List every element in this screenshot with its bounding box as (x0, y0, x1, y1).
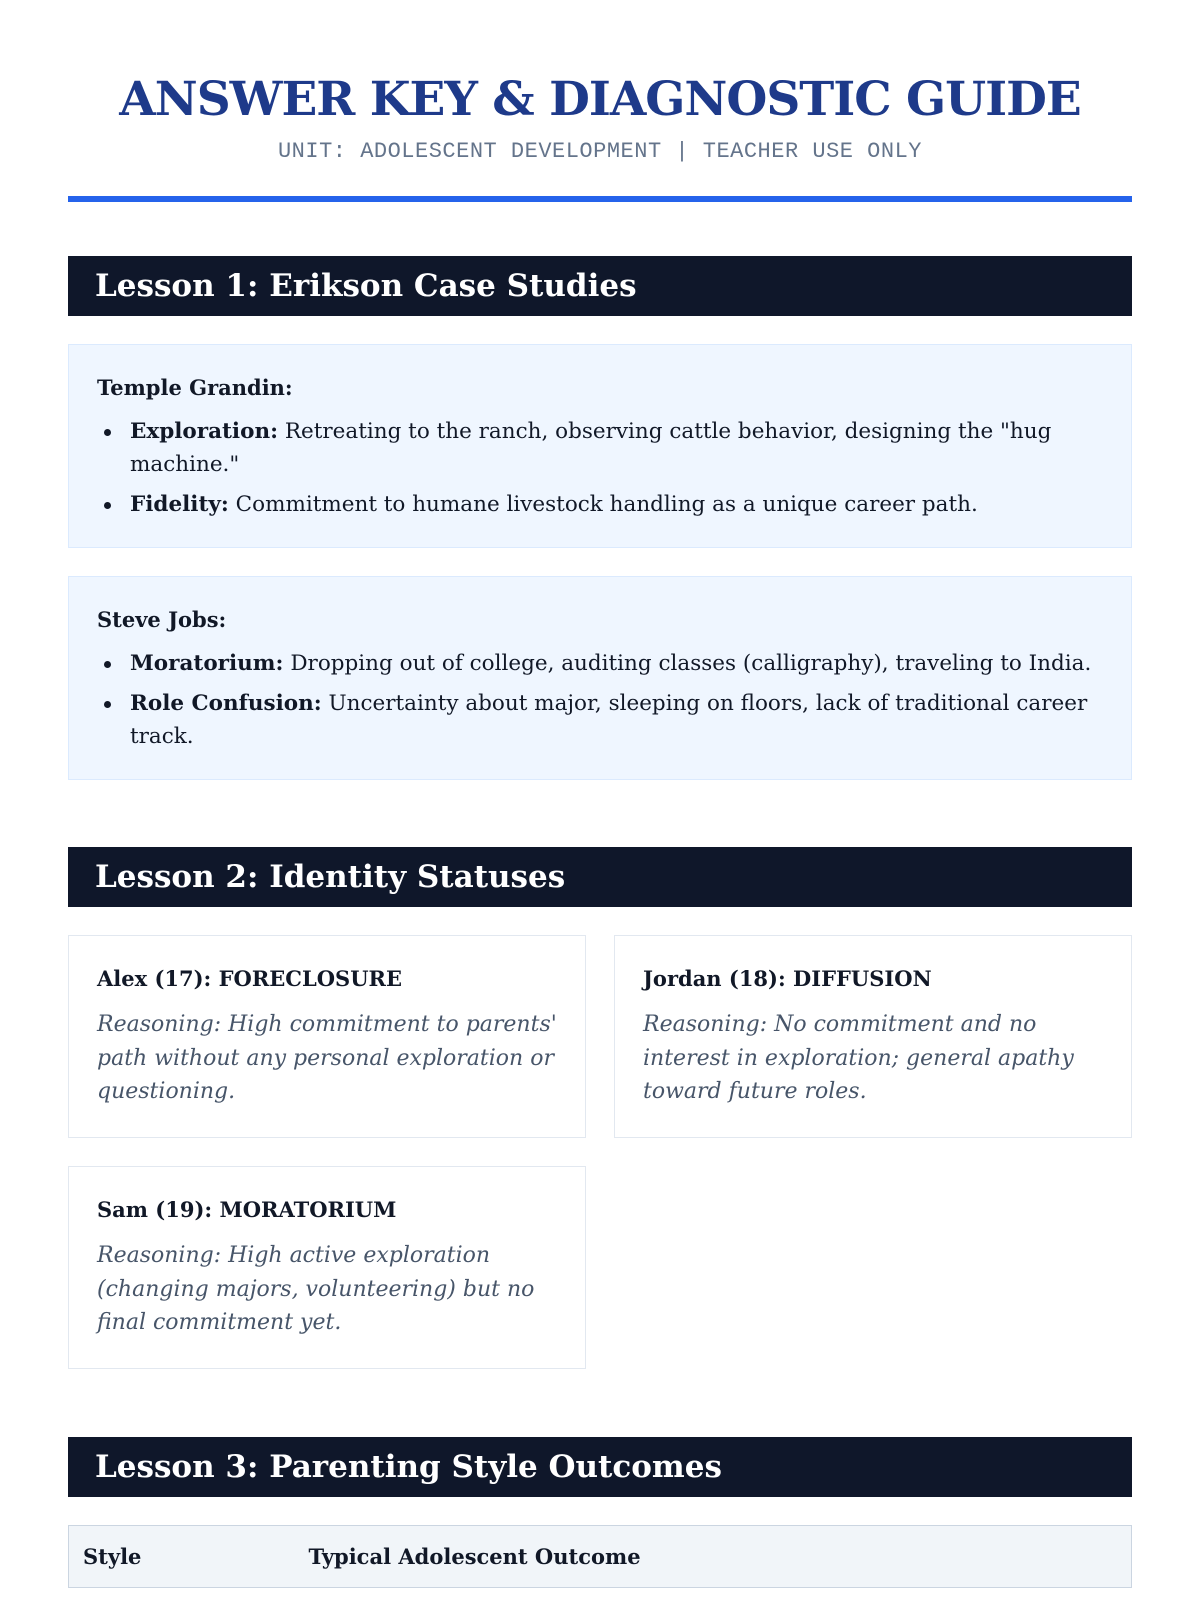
term-description: Dropping out of college, auditing classes (calligraphy), traveling to India. (283, 651, 1092, 676)
status-card-sam (68, 1166, 586, 1369)
document-header (68, 0, 1132, 202)
list-item (97, 488, 1103, 521)
status-card-heading: Jordan (18): DIFFUSION (643, 966, 932, 991)
status-card-heading: Alex (17): FORECLOSURE (97, 966, 402, 991)
document-subtitle: UNIT: ADOLESCENT DEVELOPMENT | TEACHER USE ONLY (277, 139, 922, 164)
identity-status-grid (68, 935, 1132, 1369)
term-description: Retreating to the ranch, observing cattle behavior, designing the "hug machine." (130, 419, 1052, 477)
lesson-2-heading: Lesson 2: Identity Statuses (68, 847, 1132, 907)
status-card-reasoning: Reasoning: High active exploration (changing majors, volunteering) but no final commitment yet. (97, 1243, 535, 1335)
column-header-style: Style (69, 1526, 295, 1588)
case-study-temple-grandin (68, 344, 1132, 548)
document-title: ANSWER KEY & DIAGNOSTIC GUIDE (119, 72, 1081, 127)
term-description: Commitment to humane livestock handling as a unique career path. (228, 492, 978, 517)
status-card-jordan (614, 935, 1132, 1138)
status-card-heading: Sam (19): MORATORIUM (97, 1197, 397, 1222)
list-item (97, 687, 1103, 753)
case-study-points (97, 647, 1103, 753)
term-description: Uncertainty about major, sleeping on floors, lack of traditional career track. (130, 691, 1088, 749)
column-header-outcome: Typical Adolescent Outcome (295, 1526, 1132, 1588)
status-card-alex (68, 935, 586, 1138)
lesson-1-heading: Lesson 1: Erikson Case Studies (68, 256, 1132, 316)
term-label: Fidelity: (130, 492, 229, 517)
term-label: Role Confusion: (130, 691, 322, 716)
table-header-row (69, 1526, 1132, 1588)
list-item (97, 415, 1103, 481)
case-study-points (97, 415, 1103, 521)
parenting-outcome-table (68, 1525, 1132, 1588)
term-label: Moratorium: (130, 651, 284, 676)
term-label: Exploration: (130, 419, 279, 444)
status-card-reasoning: Reasoning: High commitment to parents' path without any personal exploration or questioning. (97, 1012, 557, 1104)
title-divider (68, 196, 1132, 202)
list-item (97, 647, 1103, 680)
case-study-name: Temple Grandin: (97, 375, 293, 400)
status-card-reasoning: Reasoning: No commitment and no interest in exploration; general apathy toward future roles. (643, 1012, 1074, 1104)
case-study-name: Steve Jobs: (97, 607, 227, 632)
case-study-steve-jobs (68, 576, 1132, 780)
lesson-3-heading: Lesson 3: Parenting Style Outcomes (68, 1437, 1132, 1497)
